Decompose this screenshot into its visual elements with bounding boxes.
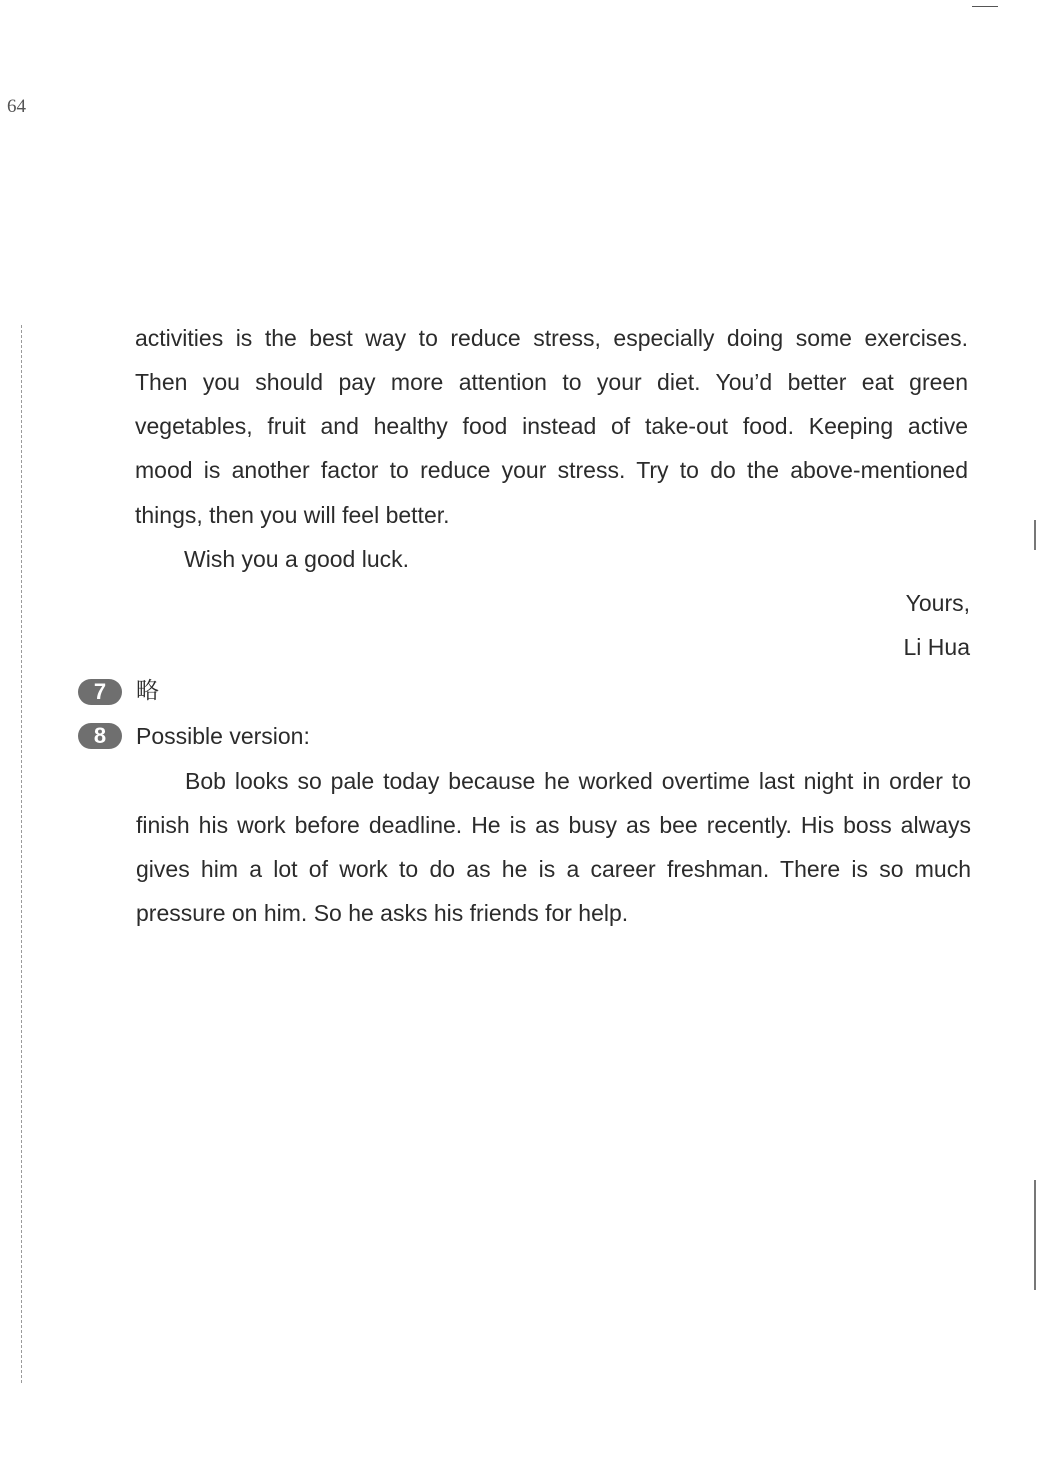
letter-wish: Wish you a good luck.	[184, 546, 410, 572]
answer-line: pressure on him. So he asks his friends for help.	[136, 900, 629, 926]
answer-line: finish his work before deadline. He is as busy as bee recently. His boss always	[136, 812, 971, 838]
page-number: 64	[7, 96, 26, 117]
scan-edge-mark	[1034, 1180, 1036, 1290]
item-number-badge: 8	[78, 723, 122, 749]
letter-line: mood is another factor to reduce your stress. Try to do the above-mentioned	[135, 457, 968, 483]
answer-line: gives him a lot of work to do as he is a career freshman. There is so much	[136, 856, 971, 882]
letter-line: activities is the best way to reduce stress, especially doing some exercises.	[135, 325, 968, 351]
item-heading: Possible version:	[136, 723, 310, 749]
letter-signature: Li Hua	[903, 634, 970, 660]
scan-edge-mark	[1034, 520, 1036, 550]
letter-line: Then you should pay more attention to your diet. You’d better eat green	[135, 369, 968, 395]
item-answer: 略	[136, 678, 159, 704]
answer-line: Bob looks so pale today because he worked overtime last night in order to	[185, 768, 971, 794]
binding-cut-line	[21, 325, 22, 1383]
letter-line: things, then you will feel better.	[135, 502, 450, 528]
scan-edge-mark	[972, 6, 998, 7]
item-number-badge: 7	[78, 679, 122, 705]
letter-closing: Yours,	[905, 590, 970, 616]
letter-line: vegetables, fruit and healthy food instead of take-out food. Keeping active	[135, 413, 968, 439]
